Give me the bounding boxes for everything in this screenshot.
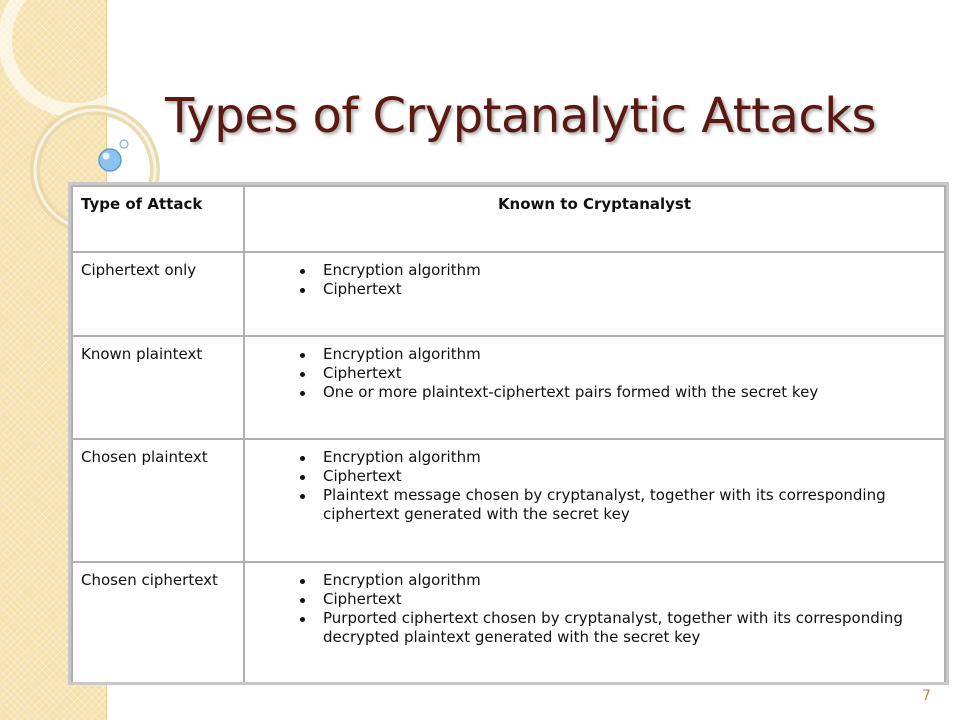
attacks-table-frame <box>68 182 949 685</box>
table-row <box>72 336 945 439</box>
known-items-cell <box>244 336 945 439</box>
slide-page-number: 7 <box>922 688 931 704</box>
list-item: Purported ciphertext chosen by cryptanalyst, together with its corresponding decrypted plaintext generated with the secret key <box>323 609 936 647</box>
attack-type-cell: Chosen ciphertext <box>72 562 244 685</box>
attack-type-cell: Known plaintext <box>72 336 244 439</box>
slide-title: Types of Cryptanalytic Attacks <box>165 88 877 144</box>
list-item: Encryption algorithm <box>323 571 936 590</box>
known-items-list <box>253 261 936 299</box>
list-item: Plaintext message chosen by cryptanalyst, together with its corresponding ciphertext generated with the secret key <box>323 486 936 524</box>
known-items-list <box>253 448 936 524</box>
list-item: Encryption algorithm <box>323 261 936 280</box>
attack-type-cell: Ciphertext only <box>72 252 244 336</box>
known-items-cell <box>244 439 945 562</box>
known-items-cell <box>244 562 945 685</box>
list-item: Ciphertext <box>323 467 936 486</box>
list-item: Encryption algorithm <box>323 345 936 364</box>
table-header-row <box>72 186 945 252</box>
known-items-list <box>253 571 936 647</box>
table-row <box>72 439 945 562</box>
header-known-to-cryptanalyst: Known to Cryptanalyst <box>244 186 945 252</box>
list-item: Ciphertext <box>323 280 936 299</box>
table-row <box>72 562 945 685</box>
list-item: Ciphertext <box>323 590 936 609</box>
attack-type-cell: Chosen plaintext <box>72 439 244 562</box>
list-item: One or more plaintext-ciphertext pairs formed with the secret key <box>323 383 936 402</box>
list-item: Encryption algorithm <box>323 448 936 467</box>
known-items-cell <box>244 252 945 336</box>
attacks-table <box>71 185 946 685</box>
bubble-icon <box>99 149 121 171</box>
known-items-list <box>253 345 936 402</box>
small-bubble-icon <box>120 140 128 148</box>
table-row <box>72 252 945 336</box>
header-type-of-attack: Type of Attack <box>72 186 244 252</box>
list-item: Ciphertext <box>323 364 936 383</box>
